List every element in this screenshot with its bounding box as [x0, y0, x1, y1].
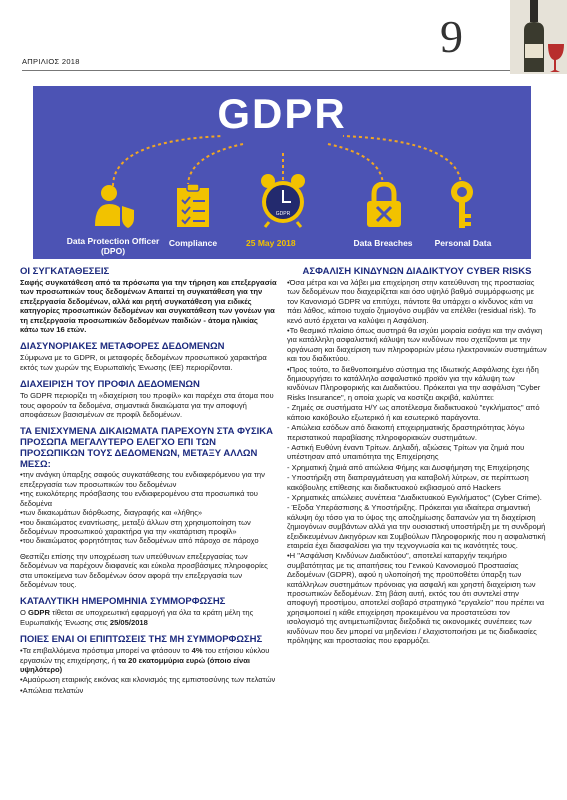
coverage-item: - Υποστήριξη στη διαπραγμάτευση για καταβολή λύτρων, σε περίπτωση κακόβουλης επίθεσης και διαδικτυακού εκβιασμού από Hackers — [287, 473, 529, 492]
label-data-breaches: Data Breaches — [353, 238, 413, 248]
cyber-risks-heading: ΑΣΦΑΛΙΣΗ ΚΙΝΔΥΝΩΝ ΔΙΑΔΙΚΤΥΟΥ CYBER RISKS — [302, 266, 532, 277]
wine-bottle-image — [510, 0, 567, 74]
clock-label: GDPR — [275, 211, 291, 217]
coverage-item: - Απώλεια εσόδων από διακοπή επιχειρηματικής δραστηριότητας λόγω περιστατικού παραβίασης πληροφοριακών συστημάτων. — [287, 423, 525, 442]
coverage-item: - Αστική Ευθύνη έναντι Τρίτων. Δηλαδή, αξιώσεις Τρίτων για ζημιά που υπέστησαν από υπαιτιότητα της Επιχείρησης — [287, 442, 525, 462]
page-number: 9 — [440, 11, 463, 62]
list-item: •την ανάγκη ύπαρξης σαφούς συγκατάθεσης του ενδιαφερόμενου για την επεξεργασία των προσωπικών του δεδομένων — [20, 470, 265, 489]
key-icon — [447, 180, 477, 230]
deadline-heading: ΚΑΤΑΛΥΤΙΚΗ ΗΜΕΡΟΜΗΝΙΑ ΣΥΜΜΟΡΦΩΣΗΣ — [20, 596, 226, 608]
list-item: •των δικαιωμάτων διόρθωσης, διαγραφής και «λήθης» — [20, 508, 203, 518]
broken-lock-icon — [366, 182, 402, 228]
label-dpo: Data Protection Officer (DPO) — [66, 236, 160, 256]
cyber-paragraph: •Η "Ασφάλιση Κινδύνων Διαδικτύου", αποτελεί καταρχήν τεκμήριο συμβατότητας με τις απαιτήσεις του Γενικού Κανονισμού Προστασίας Δεδομένων (GDPR), αφού η υλοποίησή της προϋποθέτει ύπαρξη των κατάλληλων συστημάτων πρόνοιας για ασφαλή και χρηστή διαχείριση των προσωπικών δεδομένων. Στη βάση αυτή, εκτός του ότι συντελεί στην αποφυγή προστίμου, αποτελεί σοβαρό στρατηγικό "εργαλείο" που πρέπει να χρησιμοποιεί η κάθε επιχείρηση προκειμένου να προστατεύσει τον ισολογισμό της αντιμετωπίζοντας διεξοδικά τις οικονομικές συνέπειες των κινδύνων που δεν μπορεί να μηδενίσει / ελαχιστοποιήσει με τις διαδικασίες πρόληψης και προστασίας που εφαρμόζει. — [287, 551, 545, 646]
rights-heading: ΤΑ ΕΝΙΣΧΥΜΕΝΑ ΔΙΚΑΙΩΜΑΤΑ ΠΑΡΕΧΟΥΝ ΣΤΑ ΦΥΣΙΚΑ ΠΡΟΣΩΠΑ ΜΕΓΑΛΥΤΕΡΟ ΕΛΕΓΧΟ ΕΠΙ ΤΩΝ ΠΡΟΣΩΠΙΚΩΝ ΤΟΥΣ ΔΕΔΟΜΕΝΩΝ, ΜΕΤΑΞΥ ΑΛΛΩΝ ΜΕΣΩ: — [20, 426, 274, 471]
list-item: •της ευκολότερης πρόσβασης του ενδιαφερομένου στα προσωπικά του δεδομένα — [20, 489, 258, 508]
gdpr-banner — [33, 86, 531, 259]
cross-border-heading: ΔΙΑΣΥΝΟΡΙΑΚΕΣ ΜΕΤΑΦΟΡΕΣ ΔΕΔΟΜΕΝΩΝ — [20, 341, 225, 353]
alarm-clock-icon — [259, 172, 307, 228]
banner-title: GDPR — [217, 90, 347, 137]
profiling-heading: ΔΙΑΧΕΙΡΙΣΗ ΤΟΥ ΠΡΟΦΙΛ ΔΕΔΟΜΕΝΩΝ — [20, 379, 200, 391]
cyber-paragraph: •Όσα μέτρα και να λάβει μια επιχείρηση στην κατεύθυνση της προστασίας των δεδομένων που διαχειρίζεται και όσο υψηλό βαθμό συμμόρφωσης με τον Κανονισμό GDPR να επιτύχει, πάντοτε θα υπάρχει ο κίνδυνος κάτι να πάει λάθος, κάποιο τυχαίο ζημιογόνο συμβάν να επέλθει (residual risk). Το κενό αυτό έρχεται να καλύψει η Ασφάλιση. — [287, 278, 536, 325]
header-divider — [22, 70, 510, 71]
person-shield-icon — [95, 184, 135, 228]
issue-date: ΑΠΡΙΛΙΟΣ 2018 — [22, 57, 80, 66]
left-column — [20, 266, 278, 695]
cross-border-text: Σύμφωνα με το GDPR, οι μεταφορές δεδομένων προσωπικού χαρακτήρα εκτός των χωρών της Ευρωπαϊκής Ένωσης (ΕΕ) περιορίζονται. — [20, 353, 267, 372]
list-item: •Αμαύρωση εταιρικής εικόνας και κλονισμός της εμπιστοσύνης των πελατών — [20, 675, 276, 685]
list-item: •Απώλεια πελατών — [20, 685, 84, 695]
profiling-text: Το GDPR περιορίζει τη «διαχείριση του προφίλ» και παρέχει στα άτομα που τους αφορούν τα δεδομένα, σημαντικά δικαιώματα για την αποφυγή αποφάσεων βασισμένων σε προφίλ δεδομένων. — [20, 391, 274, 420]
checklist-icon — [176, 184, 210, 228]
list-item: •Τα επιβαλλόμενα πρόστιμα μπορεί να φτάσουν το 4% του ετήσιου κύκλου εργασιών της επιχείρησης, ή τα 20 εκατομμύρια ευρώ (όποιο είναι υψηλότερο) — [20, 646, 270, 674]
coverage-item: - Χρηματικές απώλειες συνέπεια "Διαδικτυακού Εγκλήματος" (Cyber Crime). — [287, 492, 542, 502]
cyber-paragraph: •Το θεσμικό πλαίσιο όπως αυστηρά θα ισχύει μοιραία εισάγει και την ανάγκη για κατάλληλη ασφαλιστική κάλυψη των κινδύνων που σχετίζονται με την οργάνωση και διαχείριση των πληροφοριών μέσω ηλεκτρονικών συστημάτων και του διαδικτύου. — [287, 326, 547, 364]
coverage-item: - Ζημιές σε συστήματα Η/Υ ως αποτέλεσμα διαδικτυακού "εγκλήματος" από κάποιο κακόβουλο εξωτερικό ή και εσωτερικό παράγοντα. — [287, 403, 540, 422]
list-item: •του δικαιώματος εναντίωσης, μεταξύ άλλων στη χρησιμοποίηση των δεδομένων προσωπικού χαρακτήρα για την «κατάρτιση προφίλ» — [20, 517, 251, 536]
banner-date: 25 May 2018 — [246, 238, 296, 248]
consents-heading: ΟΙ ΣΥΓΚΑΤΑΘΕΣΕΙΣ — [20, 266, 110, 277]
consequences-heading: ΠΟΙΕΣ ΕΝΑΙ ΟΙ ΕΠΙΠΤΩΣΕΙΣ ΤΗΣ ΜΗ ΣΥΜΜΟΡΦΩΣΗΣ — [20, 634, 263, 646]
deadline-text: Ο GDPR τίθεται σε υποχρεωτική εφαρμογή για όλα τα κράτη μέλη της Ευρωπαϊκής Ένωσης στις 25/05/2018 — [20, 608, 254, 627]
list-item: •του δικαιώματος φορητότητας των δεδομένων από πάροχο σε πάροχο — [20, 536, 259, 546]
cyber-paragraph: •Προς τούτο, το διεθνοποιημένο σύστημα της Ιδιωτικής Ασφάλισης έχει ήδη δημιουργήσει το κατάλληλο ασφαλιστικό προϊόν για την κάλυψη των κινδύνων Πληροφορικής και Διαδικτύου. Πρόκειται για την ασφάλιση "Cyber Risks Insurance", η οποία χωρίς να κοστίζει ακριβά, καλύπτει: — [287, 364, 541, 402]
label-compliance: Compliance — [168, 238, 218, 248]
transparency-text: Θεσπίζει επίσης την υποχρέωση των υπεύθυνων επεξεργασίας των δεδομένων να παρέχουν διαφανείς και εύκολα προσβάσιμες πληροφορίες στα υποκείμενα των δεδομένων όσον αφορά την επεξεργασία των δεδομένων τους. — [20, 551, 268, 589]
label-personal-data: Personal Data — [434, 238, 492, 248]
right-column — [287, 266, 547, 645]
consents-text: Σαφής συγκατάθεση από τα πρόσωπα για την τήρηση και επεξεργασία των προσωπικών τους δεδομένων Απαιτεί τη συγκατάθεση για την επεξεργασία δεδομένων, αλλά και ρητή συγκατάθεση για ειδικές κατηγορίες προσωπικών δεδομένων και συγκατάθεση των γονέων για τη επεξεργασία προσωπικών δεδομένων παιδιών - άτομα ηλικίας κάτω των 16 ετών. — [20, 278, 277, 335]
coverage-item: - Έξοδα Υπεράσπισης & Υποστήριξης. Πρόκειται για ιδιαίτερα σημαντική κάλυψη όχι τόσο για το ύψος της αποζημίωσης δαπανών για τη διαχείριση ζημιογόνων συμβάντων αλλά για την ουσιαστική υποστήριξη με τη συνδρομή εξειδικευμένων Δικηγόρων και Συμβούλων Πληροφορικής που η ασφαλιστική εταιρεία έχει διασφαλίσει για την τεχνογνωσία και τις ικανότητές τους. — [287, 503, 546, 550]
coverage-item: - Χρηματική ζημιά από απώλεια Φήμης και Δυσφήμηση της Επιχείρησης — [287, 462, 530, 472]
